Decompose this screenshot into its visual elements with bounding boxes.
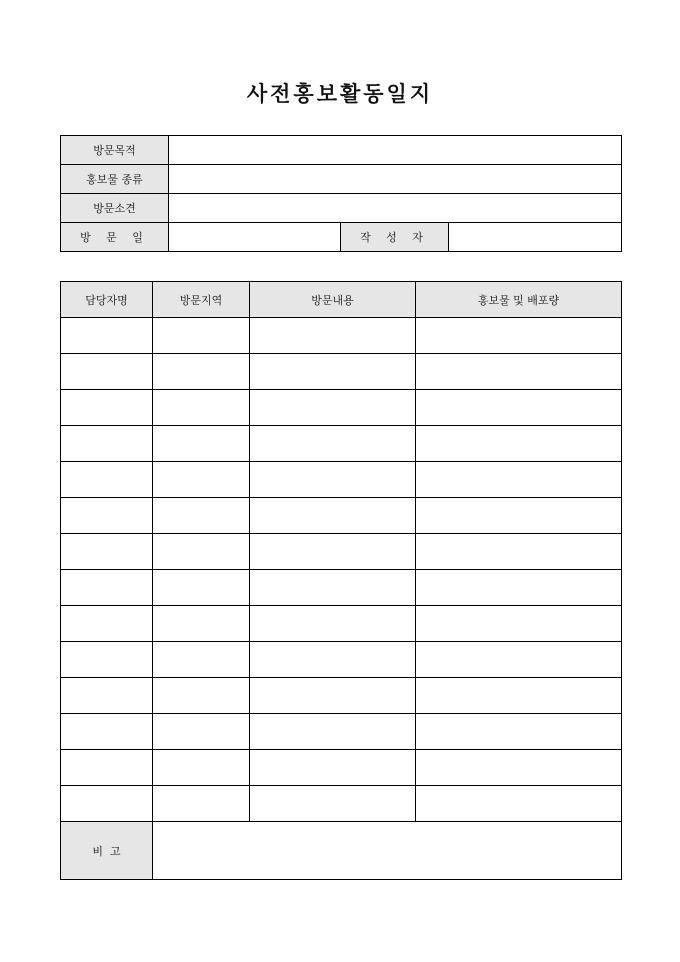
manager-cell[interactable]: [61, 678, 153, 714]
region-cell[interactable]: [153, 462, 250, 498]
manager-cell[interactable]: [61, 714, 153, 750]
materials-cell[interactable]: [416, 786, 622, 822]
region-cell[interactable]: [153, 606, 250, 642]
region-cell[interactable]: [153, 678, 250, 714]
purpose-label: 방문목적: [61, 136, 169, 165]
column-header-region: 방문지역: [153, 282, 250, 318]
content-cell[interactable]: [250, 390, 416, 426]
manager-cell[interactable]: [61, 462, 153, 498]
author-field[interactable]: [449, 223, 622, 252]
region-cell[interactable]: [153, 714, 250, 750]
content-cell[interactable]: [250, 606, 416, 642]
materials-cell[interactable]: [416, 606, 622, 642]
region-cell[interactable]: [153, 318, 250, 354]
manager-cell[interactable]: [61, 606, 153, 642]
content-cell[interactable]: [250, 642, 416, 678]
materials-cell[interactable]: [416, 534, 622, 570]
table-row: [61, 570, 622, 606]
table-row: [61, 786, 622, 822]
content-cell[interactable]: [250, 786, 416, 822]
table-row: [61, 318, 622, 354]
content-cell[interactable]: [250, 570, 416, 606]
region-cell[interactable]: [153, 642, 250, 678]
visit-info-table: [60, 135, 622, 252]
log-rows: [61, 318, 622, 822]
region-cell[interactable]: [153, 750, 250, 786]
materials-cell[interactable]: [416, 426, 622, 462]
opinion-field[interactable]: [169, 194, 622, 223]
table-row: [61, 642, 622, 678]
region-cell[interactable]: [153, 570, 250, 606]
column-header-content: 방문내용: [250, 282, 416, 318]
remark-row: [61, 822, 622, 880]
content-cell[interactable]: [250, 354, 416, 390]
materials-cell[interactable]: [416, 354, 622, 390]
table-row: [61, 714, 622, 750]
column-header-manager: 담당자명: [61, 282, 153, 318]
manager-cell[interactable]: [61, 426, 153, 462]
opinion-row: [61, 194, 622, 223]
manager-cell[interactable]: [61, 642, 153, 678]
column-header-materials: 홍보물 및 배포량: [416, 282, 622, 318]
purpose-row: [61, 136, 622, 165]
manager-cell[interactable]: [61, 354, 153, 390]
opinion-label: 방문소견: [61, 194, 169, 223]
materials-cell[interactable]: [416, 678, 622, 714]
date-author-row: [61, 223, 622, 252]
manager-cell[interactable]: [61, 534, 153, 570]
table-row: [61, 462, 622, 498]
material-type-field[interactable]: [169, 165, 622, 194]
table-row: [61, 426, 622, 462]
manager-cell[interactable]: [61, 750, 153, 786]
author-label: 작 성 자: [341, 223, 449, 252]
remark-field[interactable]: [153, 822, 622, 880]
content-cell[interactable]: [250, 714, 416, 750]
table-row: [61, 534, 622, 570]
manager-cell[interactable]: [61, 498, 153, 534]
content-cell[interactable]: [250, 426, 416, 462]
content-cell[interactable]: [250, 462, 416, 498]
table-row: [61, 498, 622, 534]
region-cell[interactable]: [153, 534, 250, 570]
content-cell[interactable]: [250, 318, 416, 354]
manager-cell[interactable]: [61, 570, 153, 606]
table-row: [61, 390, 622, 426]
materials-cell[interactable]: [416, 570, 622, 606]
content-cell[interactable]: [250, 750, 416, 786]
materials-cell[interactable]: [416, 390, 622, 426]
material-type-row: [61, 165, 622, 194]
table-row: [61, 354, 622, 390]
materials-cell[interactable]: [416, 318, 622, 354]
region-cell[interactable]: [153, 354, 250, 390]
region-cell[interactable]: [153, 498, 250, 534]
materials-cell[interactable]: [416, 462, 622, 498]
remark-label: 비 고: [61, 822, 153, 880]
materials-cell[interactable]: [416, 714, 622, 750]
content-cell[interactable]: [250, 498, 416, 534]
visit-date-label: 방 문 일: [61, 223, 169, 252]
table-row: [61, 678, 622, 714]
region-cell[interactable]: [153, 390, 250, 426]
manager-cell[interactable]: [61, 390, 153, 426]
region-cell[interactable]: [153, 426, 250, 462]
page-title: 사전홍보활동일지: [246, 81, 434, 106]
table-row: [61, 606, 622, 642]
table-row: [61, 750, 622, 786]
materials-cell[interactable]: [416, 750, 622, 786]
visit-date-field[interactable]: [169, 223, 341, 252]
content-cell[interactable]: [250, 678, 416, 714]
purpose-field[interactable]: [169, 136, 622, 165]
materials-cell[interactable]: [416, 642, 622, 678]
log-header-row: [61, 282, 622, 318]
manager-cell[interactable]: [61, 318, 153, 354]
content-cell[interactable]: [250, 534, 416, 570]
region-cell[interactable]: [153, 786, 250, 822]
activity-log-table: [60, 281, 622, 880]
materials-cell[interactable]: [416, 498, 622, 534]
manager-cell[interactable]: [61, 786, 153, 822]
material-type-label: 홍보물 종류: [61, 165, 169, 194]
